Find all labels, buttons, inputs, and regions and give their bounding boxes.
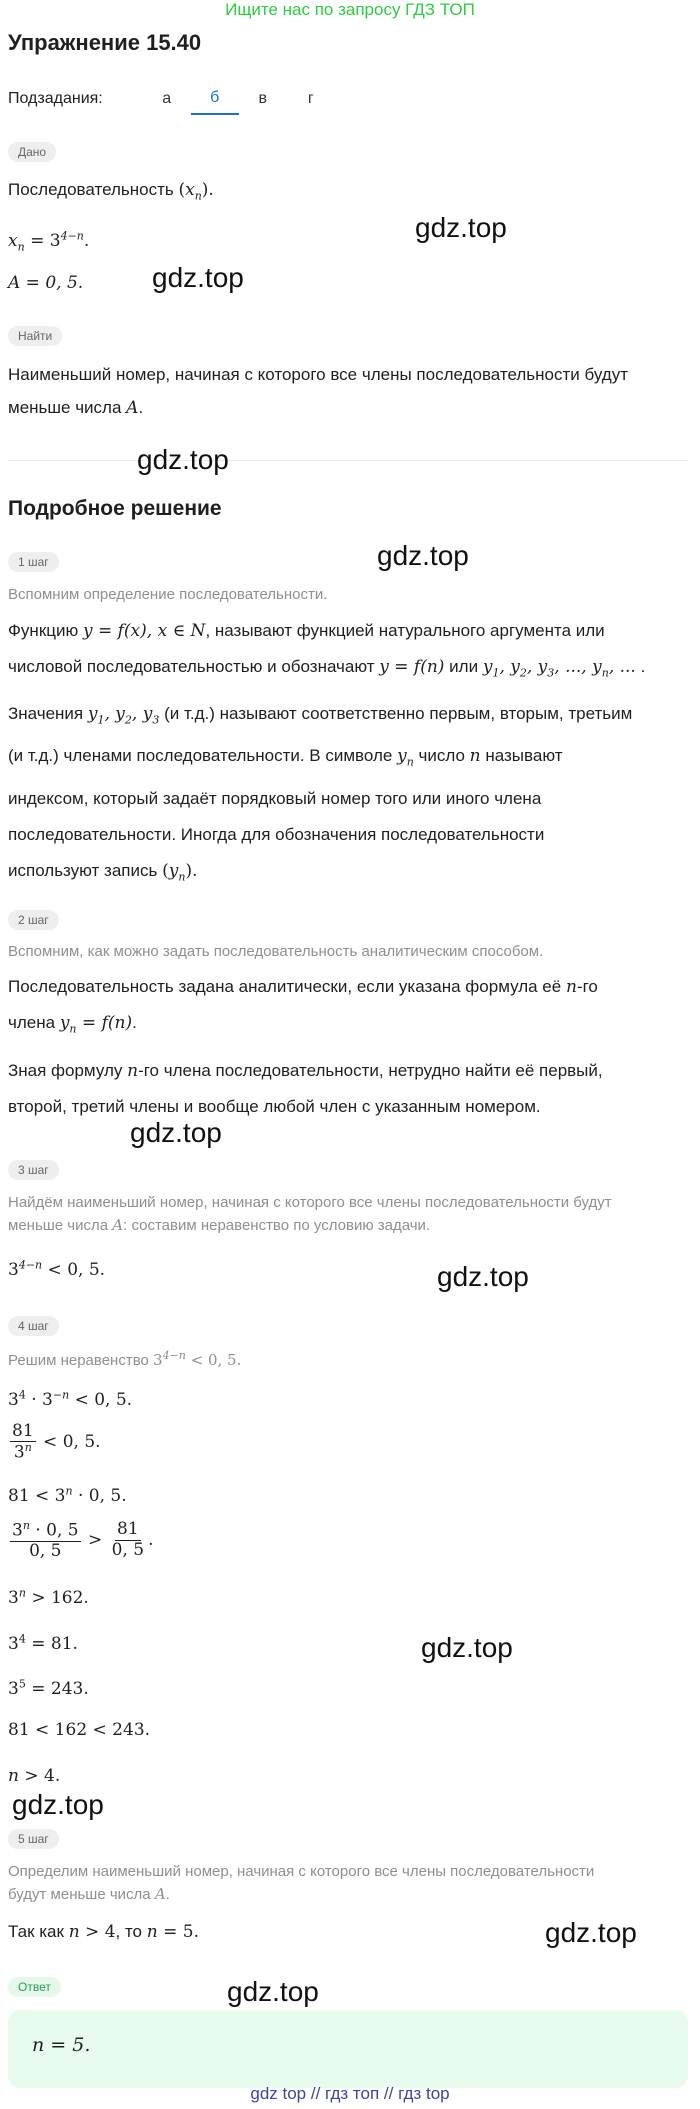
step3-badge: 3 шаг — [8, 1160, 59, 1180]
step1-values-e: называют — [485, 746, 563, 766]
step1-text-c: числовой последовательностью и обозначают — [8, 657, 375, 676]
step5-hint-a: Определим наименьший номер, начиная с которого все члены последовательности — [8, 1863, 595, 1880]
tab-v[interactable]: в — [258, 90, 267, 107]
step4-line4: $\frac{3^n \cdot 0, 5}{0, 5}$ > $\frac{81}{0, 5}$ . — [12, 1518, 154, 1561]
answer-value: n = 5. — [32, 2034, 91, 2056]
step1-values-h: используют запись — [8, 860, 158, 880]
step1-definition: Функцию y = f(x), x ∈ N, называют функцией натурального аргумента или числовой последовательностью и обозначают y = f(n) или $y_1$, $y_2$, $y_3$, ..., $y_n$, ... . — [8, 621, 646, 680]
step1-values-b: (и т.д.) называют соответственно первым, вторым, третьим — [164, 704, 633, 723]
step2-text-a: Последовательность задана аналитически, если указана формула её — [8, 977, 562, 996]
step2-hint: Вспомним, как можно задать последовательность аналитическим способом. — [8, 943, 544, 960]
step3-hint-b: меньше числа — [8, 1217, 109, 1234]
step5-conclusion: Так как n > 4, то n = 5. — [8, 1922, 199, 1942]
step5-text-a: Так как — [8, 1922, 64, 1941]
step4-line3: $81 < 3^n \cdot 0$, 5. — [8, 1484, 127, 1506]
given-badge: Дано — [8, 142, 56, 162]
step4-hint-text: Решим неравенство — [8, 1352, 149, 1369]
watermark: gdz.top — [227, 1976, 319, 2007]
answer-box — [8, 2010, 688, 2088]
given-a-value: A = 0, 5. — [8, 273, 84, 293]
step4-line1: $3^4 \cdot 3^{-n} < 0$, 5. — [8, 1388, 133, 1410]
step4-line6: $3^4 = 81$. — [8, 1632, 78, 1654]
given-a — [8, 265, 688, 301]
step3-inequality: $3^{4-n} < 0$, 5. — [8, 1258, 106, 1280]
step5-badge: 5 шаг — [8, 1829, 59, 1849]
watermark: gdz.top — [12, 1789, 104, 1820]
given-line: Последовательность — [8, 180, 174, 199]
step2-formula-c: второй, третий члены и вообще любой член с указанным номером. — [8, 1097, 541, 1116]
footer-link-gdz-top-ru[interactable]: гдз топ — [325, 2084, 380, 2103]
page-title: Упражнение 15.40 — [8, 30, 202, 55]
step1-text-d: или — [449, 657, 479, 676]
watermark: gdz.top — [421, 1632, 513, 1663]
tab-a[interactable]: а — [162, 90, 172, 107]
step5-text-b: , то — [115, 1922, 143, 1941]
step3-hint-a: Найдём наименьший номер, начиная с которого все члены последовательности будут — [8, 1194, 612, 1211]
watermark: gdz.top — [137, 444, 229, 475]
step4-line8: 81 < 162 < 243. — [8, 1720, 151, 1740]
step4-line9: n > 4. — [8, 1766, 61, 1786]
step2-badge: 2 шаг — [8, 910, 59, 930]
footer-links — [0, 2084, 700, 2104]
watermark: gdz.top — [152, 262, 244, 293]
step2-text-b: -го — [576, 977, 598, 996]
step4-line5: $3^n > 162$. — [8, 1586, 89, 1608]
watermark: gdz.top — [437, 1261, 529, 1292]
step4-line2: $\frac{81}{3^n}$ < 0, 5. — [12, 1420, 101, 1463]
solution-title: Подробное решение — [8, 497, 222, 520]
watermark: gdz.top — [415, 212, 507, 243]
step1-text-b: , называют функцией натурального аргумента или — [205, 621, 605, 640]
tab-b[interactable]: б — [191, 89, 239, 115]
step1-values-g: последовательности. Иногда для обозначения последовательности — [8, 824, 545, 844]
step4-badge: 4 шаг — [8, 1316, 59, 1336]
footer-link-gdz-top[interactable]: gdz top — [250, 2084, 307, 2103]
search-banner[interactable]: Ищите нас по запросу ГДЗ ТОП — [225, 0, 475, 19]
step2-formula-a: Зная формулу — [8, 1061, 123, 1080]
step3-hint: Найдём наименьший номер, начиная с которого все члены последовательности будут меньше числа A: составим неравенство по условию задачи. — [8, 1194, 612, 1234]
step5-hint: Определим наименьший номер, начиная с которого все члены последовательности будут меньше числа A. — [8, 1863, 595, 1903]
step1-hint: Вспомним определение последовательности. — [8, 586, 328, 603]
step1-values-f: индексом, который задаёт порядковый номер того или иного члена — [8, 788, 542, 808]
tab-g[interactable]: г — [307, 90, 314, 107]
step4-line7: $3^5 = 243$. — [8, 1677, 89, 1699]
divider — [8, 460, 688, 461]
step1-badge: 1 шаг — [8, 552, 59, 572]
step2-analytic: Последовательность задана аналитически, если указана формула её n-го члена $y_n = f(n)$. — [8, 977, 598, 1036]
find-text-content: Наименьший номер, начиная с которого все члены последовательности будут меньше числа — [8, 365, 628, 417]
step1-text-a: Функцию — [8, 621, 79, 640]
footer-link-gdz-top-mix[interactable]: гдз top — [398, 2084, 450, 2103]
step1-values-a: Значения — [8, 704, 84, 723]
subtask-tabs — [8, 86, 335, 112]
find-badge: Найти — [8, 326, 62, 346]
find-text: Наименьший номер, начиная с которого все члены последовательности будут меньше числа A. — [8, 365, 628, 418]
step1-values-d: число — [418, 746, 465, 766]
given-sequence: Последовательность $(x_n)$. — [8, 180, 214, 203]
watermark: gdz.top — [377, 540, 469, 571]
given-formula: $x_n = 3^{4-n}$. — [8, 229, 90, 254]
step2-text-c: члена — [8, 1013, 56, 1032]
watermark: gdz.top — [130, 1117, 222, 1148]
step5-hint-b: будут меньше числа — [8, 1886, 151, 1903]
step2-formula: Зная формулу n-го члена последовательности, нетрудно найти её первый, второй, третий члены и вообще любой член с указанным номером. — [8, 1061, 603, 1116]
answer-badge: Ответ — [8, 1977, 61, 1997]
step4-hint: Решим неравенство $3^{4-n} < 0$, 5. — [8, 1349, 242, 1369]
watermark: gdz.top — [545, 1917, 637, 1948]
step1-values-c: (и т.д.) членами последовательности. В символе — [8, 746, 393, 766]
footer-sep: // — [383, 2084, 394, 2103]
footer-sep: // — [310, 2084, 321, 2103]
subtasks-label: Подзадания: — [8, 90, 103, 107]
step1-values: Значения $y_1$, $y_2$, $y_3$ (и т.д.) называют соответственно первым, вторым, третьим (и т.д.) членами последовательности. В символе $y_n$ число n называют индексом, который задаёт порядковый номер того или иного члена последовательности. Иногда для обозначения последовательности используют запись $(y_n)$. — [8, 704, 633, 884]
step2-formula-b: -го члена последовательности, нетрудно найти её первый, — [138, 1061, 603, 1080]
step3-hint-c: : составим неравенство по условию задачи. — [123, 1217, 431, 1234]
